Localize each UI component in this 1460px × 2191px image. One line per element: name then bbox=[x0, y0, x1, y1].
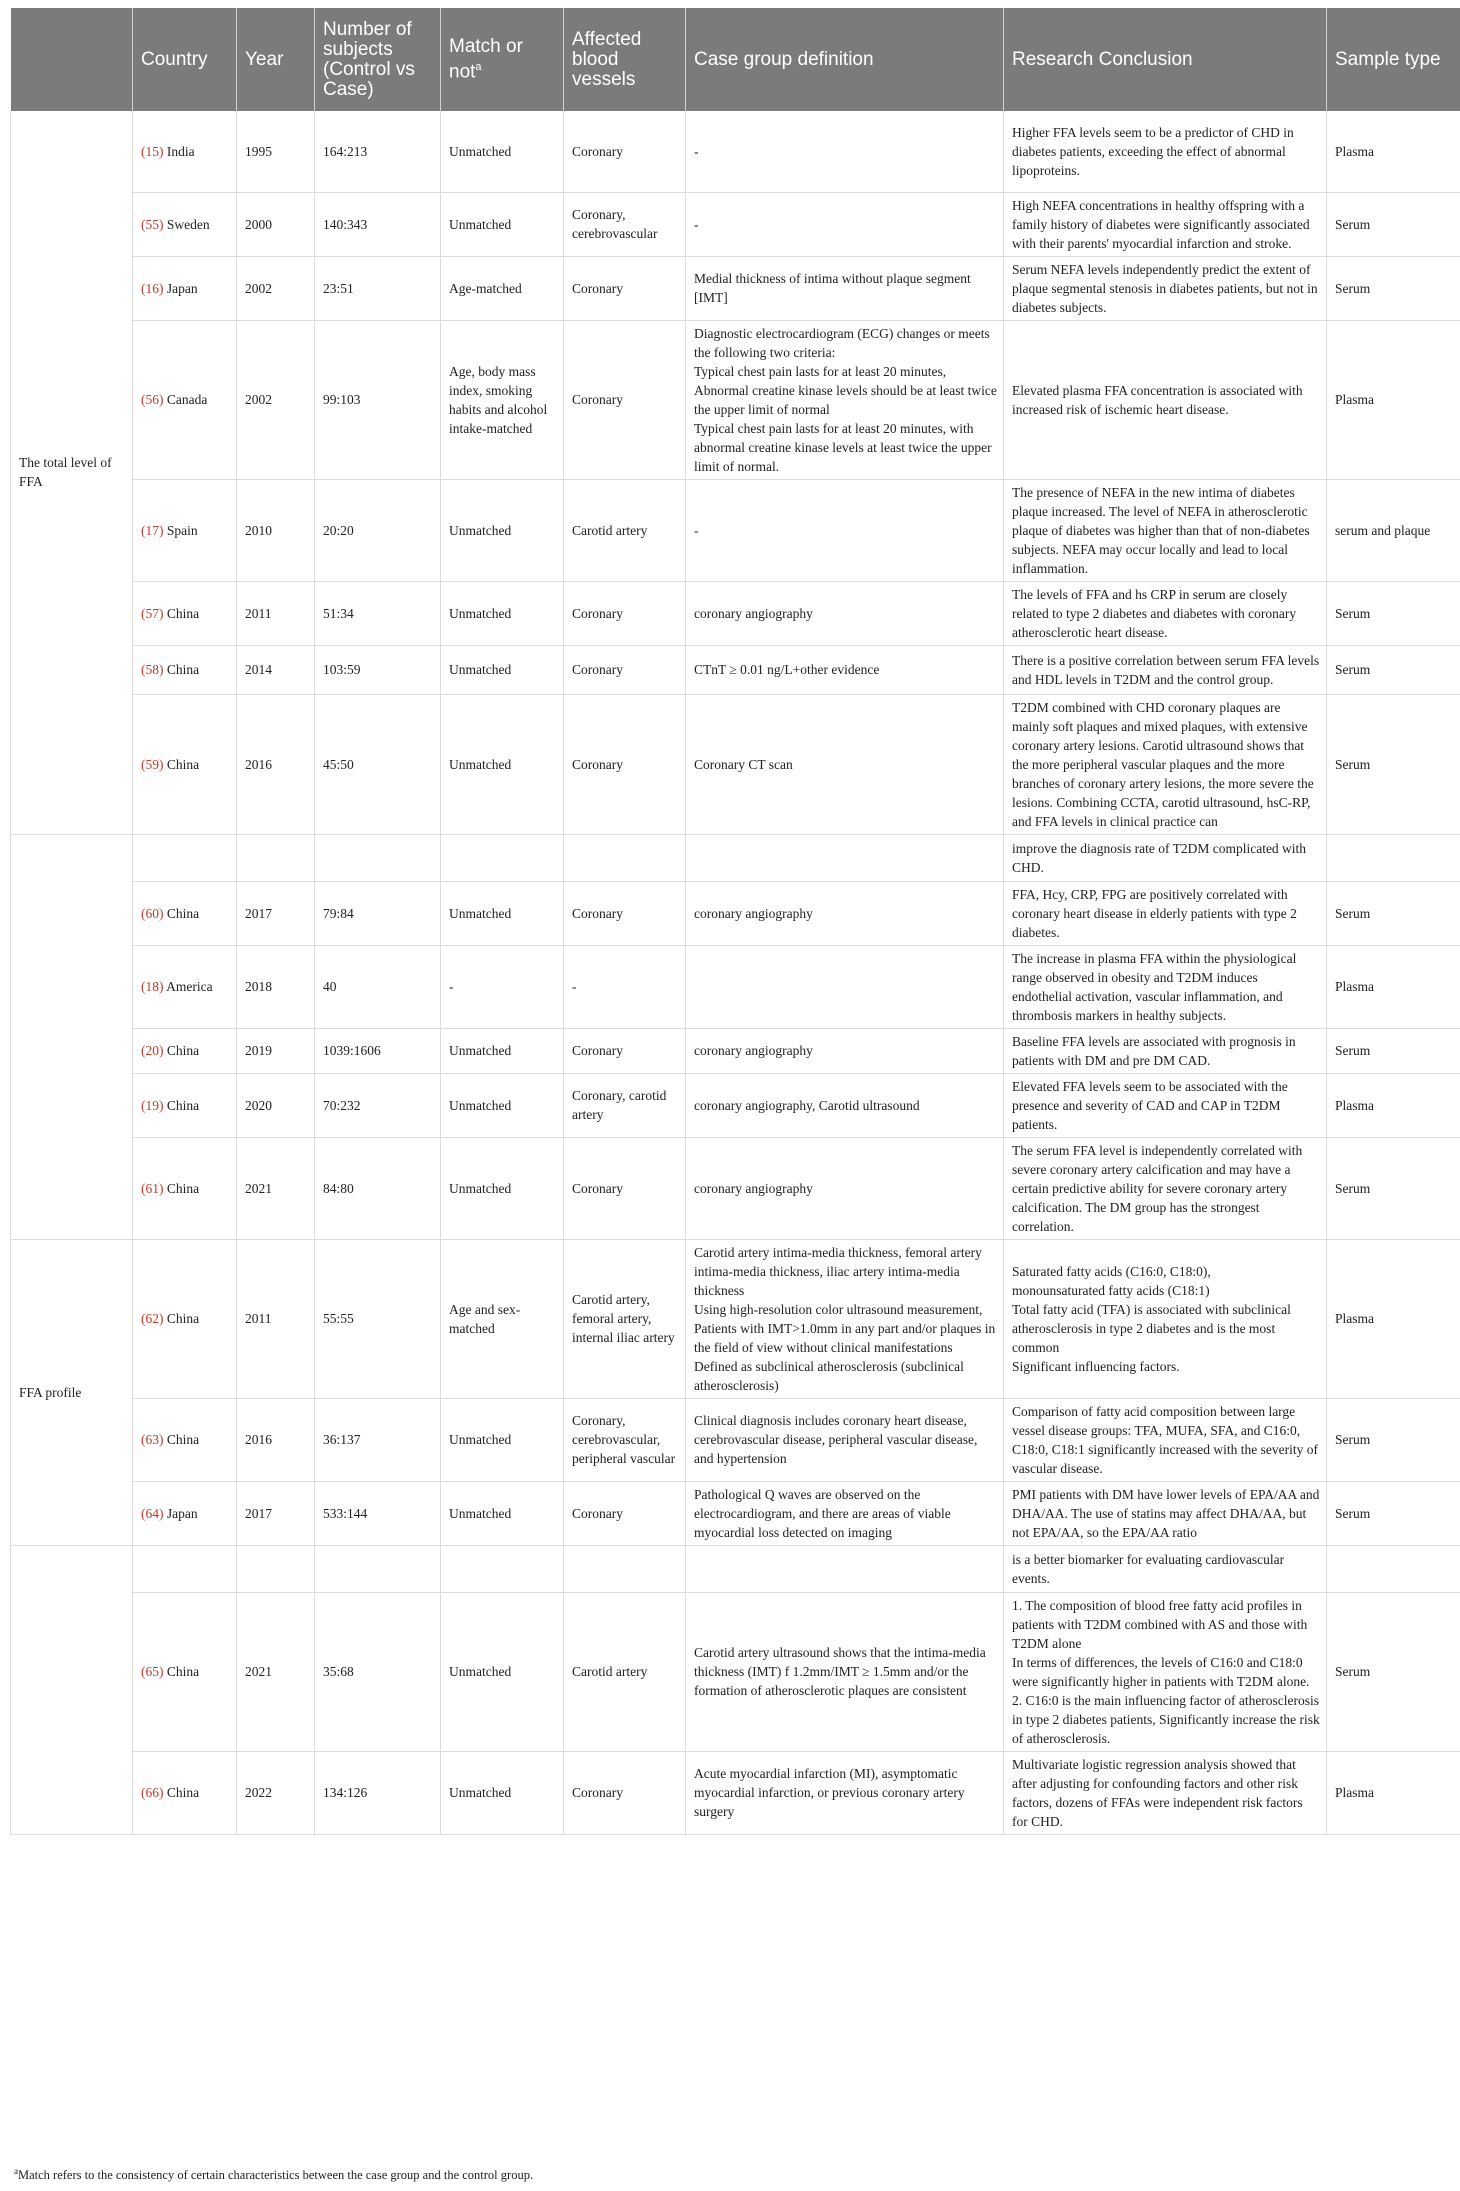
match-cell: Unmatched bbox=[441, 645, 564, 694]
match-cell: Age, body mass index, smoking habits and alcohol intake-matched bbox=[441, 320, 564, 479]
table-row bbox=[11, 945, 1460, 1028]
reference-link[interactable]: (19) bbox=[141, 1097, 164, 1113]
country-name: China bbox=[166, 1097, 200, 1113]
header-conclusion: Research Conclusion bbox=[1004, 8, 1327, 111]
country-cell bbox=[133, 1398, 237, 1481]
sample-cell: Plasma bbox=[1327, 1239, 1460, 1398]
conclusion-cell: Multivariate logistic regression analysis showed that after adjusting for confounding factors and other risk factors, dozens of FFAs were independent risk factors for CHD. bbox=[1004, 1751, 1327, 1834]
vessels-cell bbox=[564, 1545, 686, 1592]
subjects-cell: 99:103 bbox=[315, 320, 441, 479]
match-cell: Unmatched bbox=[441, 581, 564, 645]
country-cell bbox=[133, 1028, 237, 1073]
subjects-cell: 164:213 bbox=[315, 111, 441, 192]
subjects-cell: 134:126 bbox=[315, 1751, 441, 1834]
header-match-label: Match or not bbox=[449, 35, 523, 83]
country-name: America bbox=[166, 979, 213, 994]
sample-cell: Plasma bbox=[1327, 1073, 1460, 1137]
sample-cell: Serum bbox=[1327, 1028, 1460, 1073]
country-cell bbox=[133, 1073, 237, 1137]
vessels-cell: Coronary bbox=[564, 694, 686, 834]
subjects-cell: 40 bbox=[315, 945, 441, 1028]
conclusion-cell: Comparison of fatty acid composition between large vessel disease groups: TFA, MUFA, SFA, and C16:0, C18:0, C18:1 significantly increased with the severity of vascular disease. bbox=[1004, 1398, 1327, 1481]
subjects-cell: 79:84 bbox=[315, 881, 441, 945]
table-row bbox=[11, 834, 1460, 881]
year-cell: 1995 bbox=[237, 111, 315, 192]
reference-link[interactable]: (15) bbox=[141, 143, 164, 159]
vessels-cell: Coronary, cerebrovascular bbox=[564, 192, 686, 256]
match-cell: Age-matched bbox=[441, 256, 564, 320]
conclusion-cell: 1. The composition of blood free fatty acid profiles in patients with T2DM combined with AS and those with T2DM alone In terms of differences, the levels of C16:0 and C18:0 were significantly higher in patients with T2DM alone. 2. C16:0 is the main influencing factor of atherosclerosis in type 2 diabetes patients, Significantly increase the risk of atherosclerosis. bbox=[1004, 1592, 1327, 1751]
country-cell bbox=[133, 192, 237, 256]
match-cell: Unmatched bbox=[441, 1137, 564, 1239]
conclusion-cell: FFA, Hcy, CRP, FPG are positively correlated with coronary heart disease in elderly patients with type 2 diabetes. bbox=[1004, 881, 1327, 945]
subjects-cell: 35:68 bbox=[315, 1592, 441, 1751]
sample-cell: Serum bbox=[1327, 694, 1460, 834]
country-cell bbox=[133, 645, 237, 694]
country-name: China bbox=[166, 1785, 200, 1800]
header-row bbox=[11, 8, 1460, 111]
conclusion-cell: Higher FFA levels seem to be a predictor of CHD in diabetes patients, exceeding the effect of abnormal lipoproteins. bbox=[1004, 111, 1327, 192]
footnote-text: Match refers to the consistency of certain characteristics between the case group and the control group. bbox=[18, 2168, 534, 2183]
ffa-studies-table bbox=[10, 8, 1460, 1835]
table-row bbox=[11, 1028, 1460, 1073]
country-name: China bbox=[166, 905, 200, 921]
vessels-cell: Coronary bbox=[564, 320, 686, 479]
definition-cell: coronary angiography, Carotid ultrasound bbox=[686, 1073, 1004, 1137]
country-name: China bbox=[166, 662, 200, 677]
table-row bbox=[11, 479, 1460, 581]
footnote-mark: a bbox=[14, 2166, 18, 2176]
reference-link[interactable]: (64) bbox=[141, 1505, 164, 1521]
match-cell: Unmatched bbox=[441, 1751, 564, 1834]
reference-link[interactable]: (20) bbox=[141, 1043, 164, 1058]
table-row bbox=[11, 1239, 1460, 1398]
reference-link[interactable]: (59) bbox=[141, 756, 164, 772]
reference-link[interactable]: (66) bbox=[141, 1785, 164, 1800]
reference-link[interactable]: (17) bbox=[141, 522, 164, 538]
subjects-cell: 1039:1606 bbox=[315, 1028, 441, 1073]
country-cell bbox=[133, 1592, 237, 1751]
conclusion-cell: The increase in plasma FFA within the physiological range observed in obesity and T2DM induces endothelial activation, vascular inflammation, and thrombosis markers in healthy subjects. bbox=[1004, 945, 1327, 1028]
vessels-cell: Coronary bbox=[564, 1137, 686, 1239]
conclusion-cell: There is a positive correlation between serum FFA levels and HDL levels in T2DM and the control group. bbox=[1004, 645, 1327, 694]
subjects-cell bbox=[315, 1545, 441, 1592]
header-definition: Case group definition bbox=[686, 8, 1004, 111]
sample-cell: Serum bbox=[1327, 256, 1460, 320]
year-cell: 2016 bbox=[237, 1398, 315, 1481]
country-cell bbox=[133, 834, 237, 881]
definition-cell: coronary angiography bbox=[686, 1028, 1004, 1073]
vessels-cell: Coronary bbox=[564, 645, 686, 694]
table-row bbox=[11, 1398, 1460, 1481]
definition-cell: Clinical diagnosis includes coronary heart disease, cerebrovascular disease, peripheral vascular disease, and hypertension bbox=[686, 1398, 1004, 1481]
vessels-cell: Coronary, cerebrovascular, peripheral vascular bbox=[564, 1398, 686, 1481]
table-container bbox=[10, 8, 1460, 1835]
vessels-cell: Coronary, carotid artery bbox=[564, 1073, 686, 1137]
vessels-cell: Carotid artery, femoral artery, internal iliac artery bbox=[564, 1239, 686, 1398]
year-cell: 2019 bbox=[237, 1028, 315, 1073]
definition-cell: Carotid artery intima-media thickness, femoral artery intima-media thickness, iliac artery intima-media thickness Using high-resolution color ultrasound measurement, Patients with IMT>1.0mm in any part and/or plaques in the field of view without clinical manifestations Defined as subclinical atherosclerosis (subclinical atherosclerosis) bbox=[686, 1239, 1004, 1398]
sample-cell: Plasma bbox=[1327, 1751, 1460, 1834]
year-cell: 2017 bbox=[237, 881, 315, 945]
sample-cell: serum and plaque bbox=[1327, 479, 1460, 581]
subjects-cell: 20:20 bbox=[315, 479, 441, 581]
country-cell bbox=[133, 945, 237, 1028]
conclusion-cell: T2DM combined with CHD coronary plaques are mainly soft plaques and mixed plaques, with extensive coronary artery lesions. Carotid ultrasound shows that the more peripheral vascular plaques and the more branches of coronary artery lesions, the more severe the lesions. Combining CCTA, carotid ultrasound, hsC-RP, and FFA levels in clinical practice can bbox=[1004, 694, 1327, 834]
conclusion-cell: The levels of FFA and hs CRP in serum are closely related to type 2 diabetes and diabetes with coronary atherosclerotic heart disease. bbox=[1004, 581, 1327, 645]
country-cell bbox=[133, 881, 237, 945]
country-cell bbox=[133, 1137, 237, 1239]
year-cell: 2020 bbox=[237, 1073, 315, 1137]
reference-link[interactable]: (62) bbox=[141, 1311, 164, 1326]
conclusion-cell: Saturated fatty acids (C16:0, C18:0), monounsaturated fatty acids (C18:1) Total fatty acid (TFA) is associated with subclinical atherosclerosis in type 2 diabetes and is the most common Significant influencing factors. bbox=[1004, 1239, 1327, 1398]
match-cell: Unmatched bbox=[441, 1398, 564, 1481]
conclusion-cell: PMI patients with DM have lower levels of EPA/AA and DHA/AA. The use of statins may affect DHA/AA, but not EPA/AA, so the EPA/AA ratio bbox=[1004, 1481, 1327, 1545]
vessels-cell: - bbox=[564, 945, 686, 1028]
match-cell bbox=[441, 834, 564, 881]
country-cell bbox=[133, 479, 237, 581]
definition-cell: - bbox=[686, 192, 1004, 256]
table-row bbox=[11, 1137, 1460, 1239]
header-match bbox=[441, 8, 564, 111]
vessels-cell: Carotid artery bbox=[564, 1592, 686, 1751]
conclusion-cell: Elevated plasma FFA concentration is associated with increased risk of ischemic heart disease. bbox=[1004, 320, 1327, 479]
definition-cell bbox=[686, 1545, 1004, 1592]
table-row bbox=[11, 320, 1460, 479]
table-footnote bbox=[14, 2166, 533, 2183]
sample-cell: Serum bbox=[1327, 1398, 1460, 1481]
sample-cell: Serum bbox=[1327, 1481, 1460, 1545]
year-cell bbox=[237, 834, 315, 881]
year-cell bbox=[237, 1545, 315, 1592]
definition-cell: coronary angiography bbox=[686, 581, 1004, 645]
country-name: China bbox=[166, 1043, 200, 1058]
country-name: China bbox=[166, 756, 200, 772]
conclusion-cell: The presence of NEFA in the new intima of diabetes plaque increased. The level of NEFA in atherosclerotic plaque of diabetes was higher than that of non-diabetes subjects. NEFA may occur locally and lead to local inflammation. bbox=[1004, 479, 1327, 581]
country-name: Japan bbox=[166, 280, 198, 296]
subjects-cell: 55:55 bbox=[315, 1239, 441, 1398]
subjects-cell bbox=[315, 834, 441, 881]
table-row bbox=[11, 1545, 1460, 1592]
vessels-cell: Coronary bbox=[564, 1028, 686, 1073]
year-cell: 2002 bbox=[237, 256, 315, 320]
sample-cell bbox=[1327, 834, 1460, 881]
sample-cell: Serum bbox=[1327, 1137, 1460, 1239]
match-cell: Unmatched bbox=[441, 1481, 564, 1545]
match-cell: Unmatched bbox=[441, 1592, 564, 1751]
country-cell bbox=[133, 1751, 237, 1834]
country-cell bbox=[133, 581, 237, 645]
subjects-cell: 70:232 bbox=[315, 1073, 441, 1137]
table-body bbox=[11, 111, 1460, 1834]
country-cell bbox=[133, 111, 237, 192]
sample-cell: Plasma bbox=[1327, 111, 1460, 192]
conclusion-cell: improve the diagnosis rate of T2DM complicated with CHD. bbox=[1004, 834, 1327, 881]
table-row bbox=[11, 1073, 1460, 1137]
year-cell: 2002 bbox=[237, 320, 315, 479]
vessels-cell bbox=[564, 834, 686, 881]
definition-cell bbox=[686, 945, 1004, 1028]
header-match-footnote-mark: a bbox=[475, 60, 482, 73]
subjects-cell: 84:80 bbox=[315, 1137, 441, 1239]
definition-cell: coronary angiography bbox=[686, 1137, 1004, 1239]
definition-cell: Pathological Q waves are observed on the electrocardiogram, and there are areas of viable myocardial loss detected on imaging bbox=[686, 1481, 1004, 1545]
table-row bbox=[11, 1592, 1460, 1751]
sample-cell: Serum bbox=[1327, 645, 1460, 694]
year-cell: 2017 bbox=[237, 1481, 315, 1545]
year-cell: 2021 bbox=[237, 1592, 315, 1751]
conclusion-cell: Baseline FFA levels are associated with prognosis in patients with DM and pre DM CAD. bbox=[1004, 1028, 1327, 1073]
reference-link[interactable]: (18) bbox=[141, 979, 164, 994]
subjects-cell: 140:343 bbox=[315, 192, 441, 256]
reference-link[interactable]: (58) bbox=[141, 662, 164, 677]
country-name: China bbox=[166, 1432, 200, 1447]
table-row bbox=[11, 111, 1460, 192]
table-row bbox=[11, 256, 1460, 320]
year-cell: 2014 bbox=[237, 645, 315, 694]
country-name: China bbox=[166, 605, 200, 621]
table-row bbox=[11, 1751, 1460, 1834]
definition-cell: coronary angiography bbox=[686, 881, 1004, 945]
definition-cell: Acute myocardial infarction (MI), asymptomatic myocardial infarction, or previous coronary artery surgery bbox=[686, 1751, 1004, 1834]
table-row bbox=[11, 581, 1460, 645]
year-cell: 2018 bbox=[237, 945, 315, 1028]
definition-cell: Medial thickness of intima without plaque segment [IMT] bbox=[686, 256, 1004, 320]
match-cell: Unmatched bbox=[441, 192, 564, 256]
group-cell bbox=[11, 1545, 133, 1834]
vessels-cell: Coronary bbox=[564, 1481, 686, 1545]
year-cell: 2011 bbox=[237, 1239, 315, 1398]
subjects-cell: 103:59 bbox=[315, 645, 441, 694]
vessels-cell: Coronary bbox=[564, 881, 686, 945]
year-cell: 2011 bbox=[237, 581, 315, 645]
definition-cell: Coronary CT scan bbox=[686, 694, 1004, 834]
group-cell: FFA profile bbox=[11, 1239, 133, 1545]
match-cell: Unmatched bbox=[441, 694, 564, 834]
vessels-cell: Coronary bbox=[564, 256, 686, 320]
subjects-cell: 36:137 bbox=[315, 1398, 441, 1481]
reference-link[interactable]: (16) bbox=[141, 280, 164, 296]
sample-cell: Serum bbox=[1327, 581, 1460, 645]
group-cell: The total level of FFA bbox=[11, 111, 133, 834]
subjects-cell: 51:34 bbox=[315, 581, 441, 645]
sample-cell: Plasma bbox=[1327, 320, 1460, 479]
group-cell bbox=[11, 834, 133, 1239]
conclusion-cell: Elevated FFA levels seem to be associated with the presence and severity of CAD and CAP in T2DM patients. bbox=[1004, 1073, 1327, 1137]
table-row bbox=[11, 881, 1460, 945]
definition-cell: - bbox=[686, 111, 1004, 192]
country-name: Sweden bbox=[166, 216, 210, 232]
table-row bbox=[11, 645, 1460, 694]
country-name: Japan bbox=[166, 1505, 198, 1521]
match-cell: Unmatched bbox=[441, 479, 564, 581]
country-cell bbox=[133, 320, 237, 479]
header-country: Country bbox=[133, 8, 237, 111]
conclusion-cell: The serum FFA level is independently correlated with severe coronary artery calcification and may have a certain predictive ability for severe coronary artery calcification. The DM group has the strongest correlation. bbox=[1004, 1137, 1327, 1239]
sample-cell bbox=[1327, 1545, 1460, 1592]
match-cell: Unmatched bbox=[441, 1073, 564, 1137]
country-name: China bbox=[166, 1664, 200, 1679]
country-name: China bbox=[166, 1311, 200, 1326]
table-row bbox=[11, 1481, 1460, 1545]
reference-link[interactable]: (60) bbox=[141, 905, 164, 921]
year-cell: 2000 bbox=[237, 192, 315, 256]
country-cell bbox=[133, 256, 237, 320]
sample-cell: Serum bbox=[1327, 881, 1460, 945]
country-cell bbox=[133, 1481, 237, 1545]
sample-cell: Plasma bbox=[1327, 945, 1460, 1028]
reference-link[interactable]: (56) bbox=[141, 392, 164, 407]
match-cell bbox=[441, 1545, 564, 1592]
year-cell: 2016 bbox=[237, 694, 315, 834]
vessels-cell: Coronary bbox=[564, 581, 686, 645]
sample-cell: Serum bbox=[1327, 1592, 1460, 1751]
vessels-cell: Carotid artery bbox=[564, 479, 686, 581]
match-cell: Unmatched bbox=[441, 881, 564, 945]
header-subjects: Number of subjects (Control vs Case) bbox=[315, 8, 441, 111]
subjects-cell: 45:50 bbox=[315, 694, 441, 834]
table-row bbox=[11, 192, 1460, 256]
sample-cell: Serum bbox=[1327, 192, 1460, 256]
year-cell: 2021 bbox=[237, 1137, 315, 1239]
reference-link[interactable]: (65) bbox=[141, 1664, 164, 1679]
conclusion-cell: is a better biomarker for evaluating cardiovascular events. bbox=[1004, 1545, 1327, 1592]
year-cell: 2010 bbox=[237, 479, 315, 581]
country-cell bbox=[133, 1239, 237, 1398]
header-group bbox=[11, 8, 133, 111]
reference-link[interactable]: (61) bbox=[141, 1180, 164, 1196]
reference-link[interactable]: (63) bbox=[141, 1432, 164, 1447]
country-name: India bbox=[166, 143, 195, 159]
match-cell: Age and sex-matched bbox=[441, 1239, 564, 1398]
subjects-cell: 533:144 bbox=[315, 1481, 441, 1545]
year-cell: 2022 bbox=[237, 1751, 315, 1834]
vessels-cell: Coronary bbox=[564, 1751, 686, 1834]
country-cell bbox=[133, 694, 237, 834]
match-cell: Unmatched bbox=[441, 1028, 564, 1073]
reference-link[interactable]: (55) bbox=[141, 216, 164, 232]
definition-cell bbox=[686, 834, 1004, 881]
vessels-cell: Coronary bbox=[564, 111, 686, 192]
definition-cell: - bbox=[686, 479, 1004, 581]
conclusion-cell: Serum NEFA levels independently predict the extent of plaque segmental stenosis in diabetes patients, but not in diabetes subjects. bbox=[1004, 256, 1327, 320]
header-vessels: Affected blood vessels bbox=[564, 8, 686, 111]
reference-link[interactable]: (57) bbox=[141, 605, 164, 621]
header-sample: Sample type bbox=[1327, 8, 1460, 111]
definition-cell: CTnT ≥ 0.01 ng/L+other evidence bbox=[686, 645, 1004, 694]
conclusion-cell: High NEFA concentrations in healthy offspring with a family history of diabetes were significantly associated with their parents' myocardial infarction and stroke. bbox=[1004, 192, 1327, 256]
subjects-cell: 23:51 bbox=[315, 256, 441, 320]
table-row bbox=[11, 694, 1460, 834]
match-cell: Unmatched bbox=[441, 111, 564, 192]
definition-cell: Carotid artery ultrasound shows that the intima-media thickness (IMT) f 1.2mm/IMT ≥ 1.5mm and/or the formation of atherosclerotic plaques are consistent bbox=[686, 1592, 1004, 1751]
country-name: Spain bbox=[166, 522, 198, 538]
header-year: Year bbox=[237, 8, 315, 111]
match-cell: - bbox=[441, 945, 564, 1028]
country-name: Canada bbox=[166, 392, 208, 407]
definition-cell: Diagnostic electrocardiogram (ECG) changes or meets the following two criteria: Typical chest pain lasts for at least 20 minutes, Abnormal creatine kinase levels should be at least twice the upper limit of normal Typical chest pain lasts for at least 20 minutes, with abnormal creatine kinase levels at least twice the upper limit of normal. bbox=[686, 320, 1004, 479]
country-cell bbox=[133, 1545, 237, 1592]
country-name: China bbox=[166, 1180, 200, 1196]
